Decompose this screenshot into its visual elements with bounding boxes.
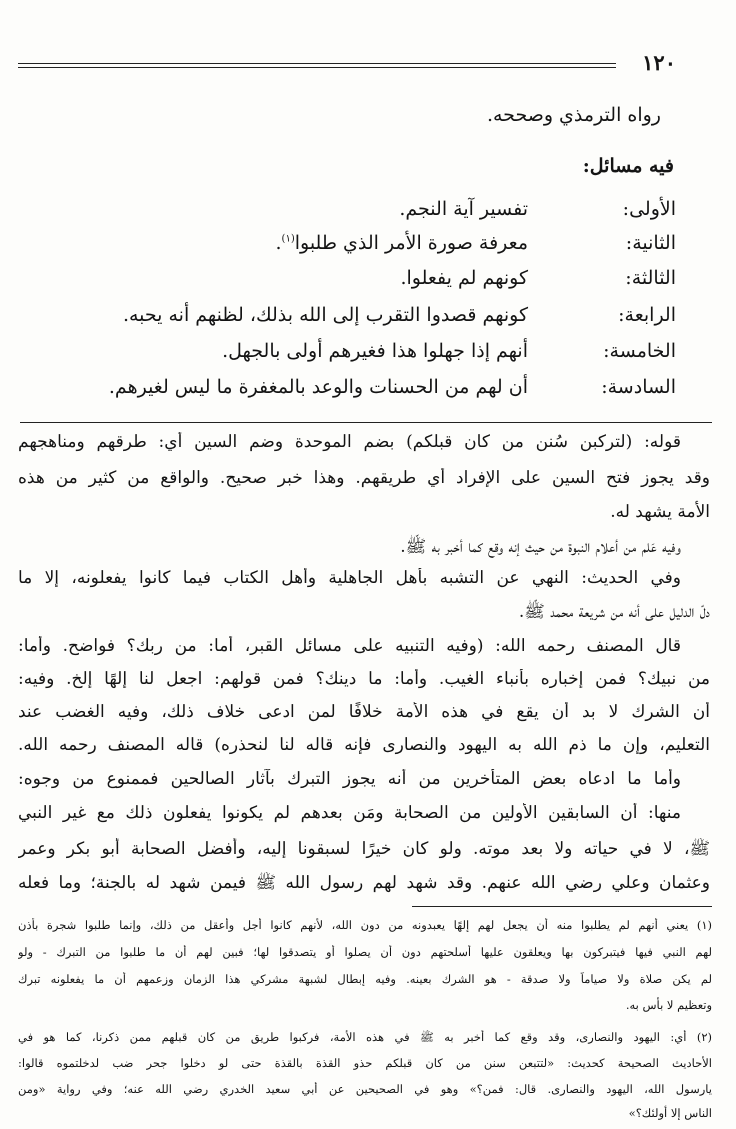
commentary-line: دلّ الدليل على أنه من شريعة محمد ﷺ.: [518, 602, 710, 622]
commentary-line: من نبيك؟ فمن إخباره بأنباء الغيب. وأما: ما دينك؟ فمن قولهم: اجعل لنا إلهًا إلخ. وفيه:: [18, 669, 710, 689]
commentary-line: التعليم، وإن ما ذم الله به اليهود والنصارى فإنه قاله لنا لنحذره) قاله المصنف رحمه الله.: [18, 735, 710, 755]
commentary-line: قوله: (لتركبن سُنن من كان قبلكم) بضم الموحدة وضم السين أي: طرقهم ومناهجهم: [18, 432, 681, 452]
masala-text: أن لهم من الحسنات والوعد بالمغفرة ما ليس لغيرهم.: [108, 376, 528, 398]
commentary-line: وعثمان وعلي رضي الله عنهم. وقد شهد لهم رسول الله ﷺ فيمن شهد له بالجنة؛ وما فعله: [18, 873, 710, 893]
commentary-line: وفي الحديث: النهي عن التشبه بأهل الجاهلية وأهل الكتاب فيما كانوا يفعلونه، إلا ما: [18, 568, 681, 588]
commentary-line: منها: أن السابقين الأولين من الصحابة ومَن بعدهم لم يكونوا يفعلون ذلك مع غير النبي: [18, 803, 681, 823]
footnote-line: الأحاديث الصحيحة كحديث: «لتتبعن سنن من كان قبلكم حذو القذة بالقذة حتى لو دخلوا جحر ضب لدخلتموه قالوا:: [18, 1056, 712, 1070]
footnote-ref: (١): [281, 233, 295, 245]
footnote-line: الناس إلا أولئك؟»: [628, 1106, 712, 1120]
commentary-line: الأمة يشهد له.: [610, 502, 710, 522]
masala-label: السادسة:: [601, 376, 676, 398]
masala-text-tail: .: [275, 232, 282, 254]
intro-line: رواه الترمذي وصححه.: [486, 104, 661, 126]
footnote-line: (١) يعني أنهم لم يطلبوا منه أن يجعل لهم إلهًا يعبدونه من دون الله، لأنهم كانوا أجل وأعقل من ذلك، وإنما طلبوا شجرة بأذن: [18, 918, 712, 932]
commentary-line: قال المصنف رحمه الله: (وفيه التنبيه على مسائل القبر، أما: من ربك؟ فواضح. وأما:: [18, 636, 681, 656]
footnote-separator: [412, 906, 712, 907]
footnote-line: وتعظيم لا بأس به.: [625, 998, 712, 1012]
masala-text: تفسير آية النجم.: [399, 198, 528, 220]
masala-text: كونهم قصدوا التقرب إلى الله بذلك، لظنهم أنه يحبه.: [122, 304, 528, 326]
footnote-line: (٢) أي: اليهود والنصارى، وقد وقع كما أخبر به ﷺ في هذه الأمة، فركبوا طريق من كان قبلهم ممن ذكرنا، كما هو في: [18, 1030, 712, 1044]
masala-label: الثالثة:: [625, 267, 676, 289]
commentary-line: وفيه عَلم من أعلام النبوة من حيث إنه وقع كما أخبر به ﷺ.: [400, 537, 681, 557]
commentary-line: وأما ما ادعاه بعض المتأخرين من أنه يجوز التبرك بآثار الصالحين فممنوع من وجوه:: [18, 769, 681, 789]
commentary-line: وقد يجوز فتح السين على الإفراد أي طريقهم. وهذا خبر صحيح. والواقع من كثير من هذه: [18, 468, 710, 488]
section-separator: [20, 422, 712, 423]
masala-text-main: معرفة صورة الأمر الذي طلبوا: [294, 232, 528, 254]
masala-label: الرابعة:: [618, 304, 676, 326]
header-rule: [18, 67, 616, 68]
page-number: ١٢٠: [642, 50, 676, 75]
commentary-line: ﷺ، لا في حياته ولا بعد موته. ولو كان خيرًا لسبقونا إليه، وأفضل الصحابة أبو بكر وعمر: [18, 839, 710, 859]
header-rule: [18, 63, 616, 64]
commentary-line: أن الشرك لا بد أن يقع في هذه الأمة خلافًا لمن ادعى خلاف ذلك، وفيه الغضب عند: [18, 702, 710, 722]
masala-text: كونهم لم يفعلوا.: [400, 267, 528, 289]
footnote-line: يارسول الله، اليهود والنصارى. قال: فمن؟» وهو في الصحيحين عن أبي سعيد الخدري رضي الله عنه؛ وفي رواية «ومن: [18, 1082, 712, 1096]
masala-label: الخامسة:: [603, 340, 676, 362]
masala-label: الثانية:: [625, 232, 676, 254]
masala-text: [276, 232, 529, 254]
footnote-line: لهم النبي فيها فيتبركون بها ويعلقون عليها أسلحتهم دون أن يصلوا أو يتصدقوا لها؛ فبين لهم أن ما طلبوا من التبرك - ولو: [18, 945, 712, 959]
masala-text: أنهم إذا جهلوا هذا فغيرهم أولى بالجهل.: [222, 340, 528, 362]
footnote-line: لم يكن صلاة ولا صياماً ولا صدقة - هو الشرك بعينه. وفيه إبطال لشبهة مشركي هذا الزمان وزعمهم أن ما يفعلونه تبرك: [18, 972, 712, 986]
masala-label: الأولى:: [622, 198, 676, 220]
masail-heading: فيه مسائل:: [582, 155, 674, 177]
